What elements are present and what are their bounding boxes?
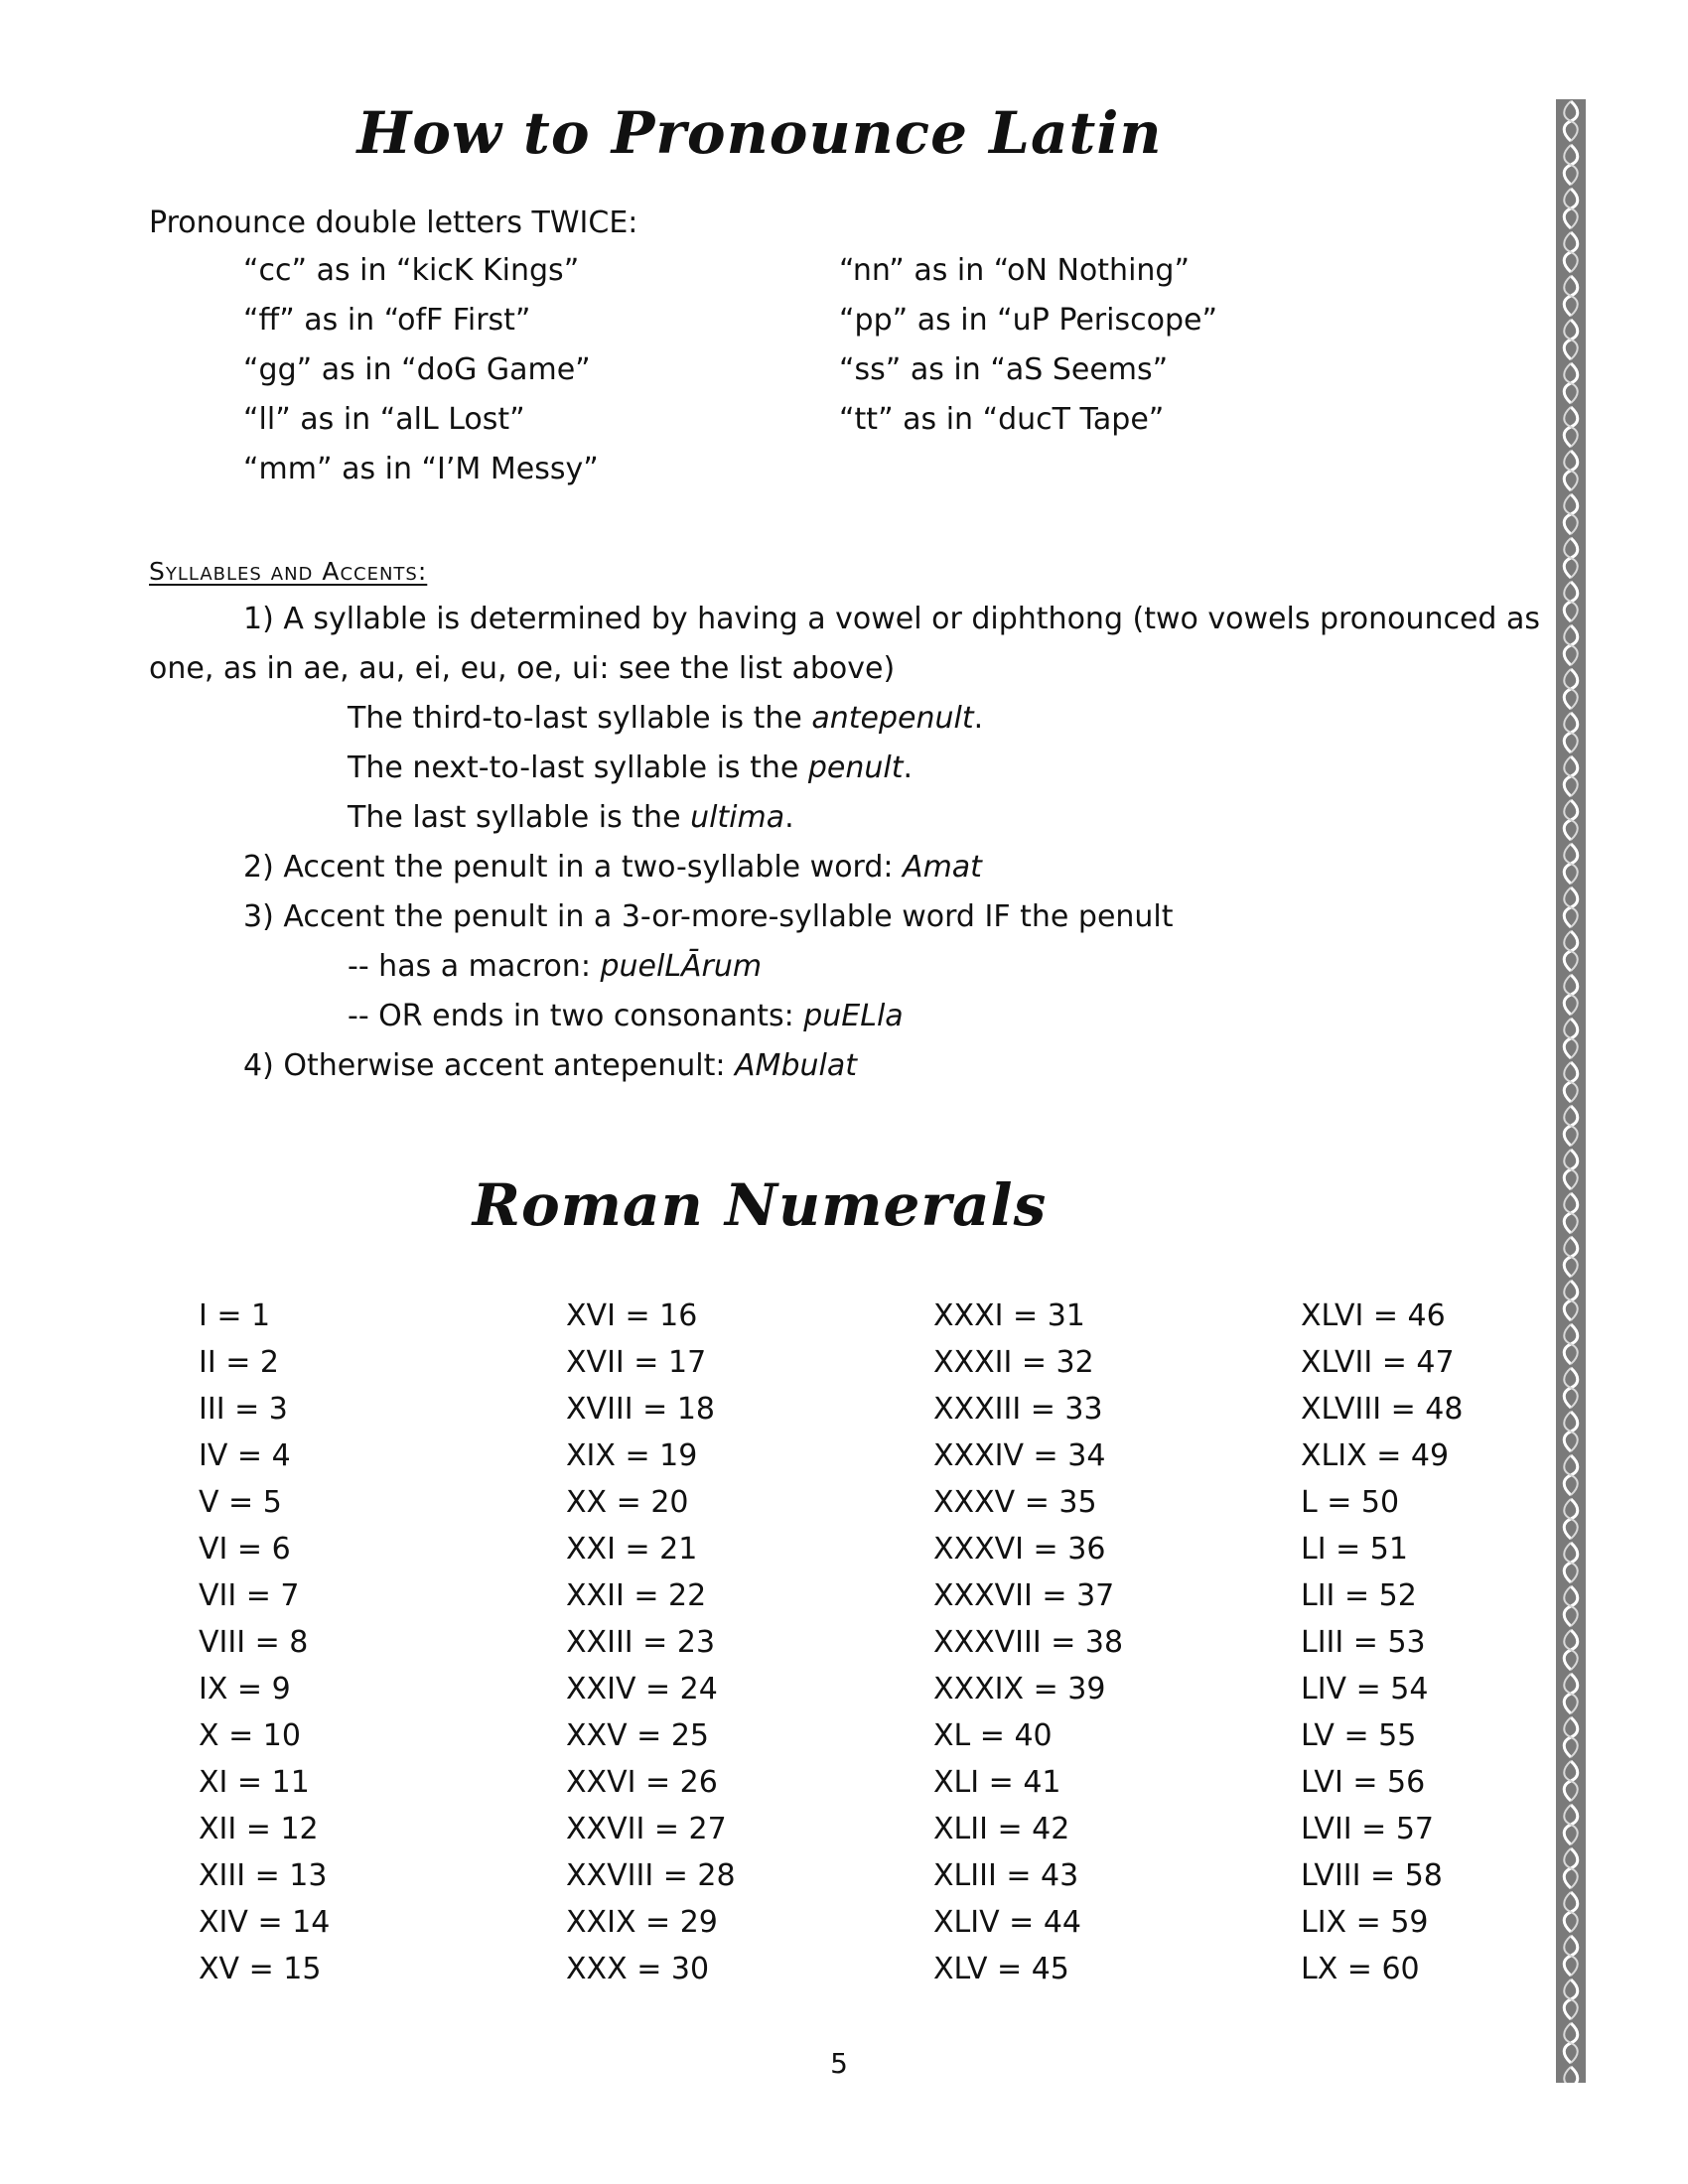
double-letter-example: “gg” as in “doG Game” [243,352,591,387]
numeral-entry: II = 2 [199,1345,279,1380]
numeral-entry: LIV = 54 [1301,1672,1429,1706]
rule-text: -- has a macron: [348,949,601,984]
term-antepenult: antepenult [811,701,974,736]
double-letter-example: “pp” as in “uP Periscope” [839,303,1217,338]
double-letter-example: “ll” as in “alL Lost” [243,402,525,437]
numeral-column-4 [1301,1297,1463,1996]
numeral-entry: XLV = 45 [933,1952,1069,1986]
page-number: 5 [830,2047,848,2080]
double-letters-left-column [243,251,599,499]
numeral-entry: LX = 60 [1301,1952,1420,1986]
decorative-border [1556,99,1586,2083]
rule-3b [348,997,904,1036]
numeral-entry: LVIII = 58 [1301,1858,1443,1893]
numeral-entry: XXII = 22 [566,1578,707,1613]
numeral-entry: LVII = 57 [1301,1812,1435,1846]
numeral-entry: IV = 4 [199,1438,291,1473]
rule-3a [348,947,762,987]
numeral-column-1 [199,1297,330,1996]
numeral-entry: LIII = 53 [1301,1625,1426,1660]
numeral-entry: XXIV = 24 [566,1672,718,1706]
numeral-entry: XXXVIII = 38 [933,1625,1124,1660]
roman-numerals-title: Roman Numerals [472,1171,1048,1239]
numeral-entry: XX = 20 [566,1485,689,1520]
numeral-entry: XXVII = 27 [566,1812,727,1846]
example-word: puelLĀrum [600,949,763,984]
numeral-entry: XXX = 30 [566,1952,710,1986]
numeral-entry: XLVIII = 48 [1301,1392,1464,1427]
numeral-entry: I = 1 [199,1298,271,1333]
numeral-entry: XXIX = 29 [566,1905,718,1940]
numeral-entry: XXXI = 31 [933,1298,1085,1333]
numeral-entry: XLII = 42 [933,1812,1070,1846]
rule-text: 2) Accent the penult in a two-syllable word: [243,850,904,885]
rule-text: -- OR ends in two consonants: [348,999,804,1033]
numeral-entry: V = 5 [199,1485,282,1520]
definition-text: The next-to-last syllable is the [348,751,808,785]
numeral-column-2 [566,1297,736,1996]
numeral-entry: XXXIV = 34 [933,1438,1106,1473]
term-penult: penult [807,751,904,785]
rule-4 [243,1046,857,1086]
numeral-entry: XXXII = 32 [933,1345,1094,1380]
pronounce-title: How to Pronounce Latin [356,99,1163,167]
numeral-entry: VII = 7 [199,1578,300,1613]
double-letter-example: “mm” as in “I’M Messy” [243,452,599,486]
numeral-entry: XXXVII = 37 [933,1578,1115,1613]
numeral-entry: XXXV = 35 [933,1485,1097,1520]
double-letter-example: “tt” as in “ducT Tape” [839,402,1165,437]
definition-text: The third-to-last syllable is the [348,701,812,736]
numeral-entry: XXI = 21 [566,1532,698,1567]
numeral-entry: XVI = 16 [566,1298,698,1333]
numeral-entry: XLI = 41 [933,1765,1061,1800]
numeral-entry: XVII = 17 [566,1345,707,1380]
numeral-entry: VI = 6 [199,1532,291,1567]
numeral-entry: XLIV = 44 [933,1905,1082,1940]
numeral-entry: XLIX = 49 [1301,1438,1450,1473]
numeral-entry: XLVI = 46 [1301,1298,1446,1333]
numeral-entry: XIII = 13 [199,1858,328,1893]
numeral-entry: III = 3 [199,1392,288,1427]
definition-text: The last syllable is the [348,800,691,835]
double-letter-example: “ss” as in “aS Seems” [839,352,1169,387]
example-word: puELla [803,999,904,1033]
ultima-definition: The last syllable is the ultima. [348,800,794,835]
numeral-entry: XLVII = 47 [1301,1345,1455,1380]
numeral-entry: XXVI = 26 [566,1765,718,1800]
numeral-column-3 [933,1297,1123,1996]
numeral-entry: L = 50 [1301,1485,1400,1520]
antepenult-definition: The third-to-last syllable is the antepenult. [348,701,984,736]
numeral-entry: XXXIII = 33 [933,1392,1103,1427]
numeral-entry: XVIII = 18 [566,1392,715,1427]
numeral-entry: XI = 11 [199,1765,310,1800]
example-word: Amat [903,850,982,885]
numeral-entry: XLIII = 43 [933,1858,1079,1893]
numeral-entry: IX = 9 [199,1672,291,1706]
numeral-entry: XXIII = 23 [566,1625,716,1660]
numeral-entry: XXVIII = 28 [566,1858,736,1893]
numeral-entry: LII = 52 [1301,1578,1417,1613]
numeral-entry: XII = 12 [199,1812,319,1846]
numeral-entry: LV = 55 [1301,1718,1417,1753]
rule-1-line-2: one, as in ae, au, ei, eu, oe, ui: see the list above) [149,651,896,686]
double-letter-example: “ff” as in “ofF First” [243,303,531,338]
numeral-entry: XIV = 14 [199,1905,331,1940]
example-word: AMbulat [735,1048,857,1083]
numeral-entry: XXV = 25 [566,1718,710,1753]
double-letter-example: “nn” as in “oN Nothing” [839,253,1190,288]
numeral-entry: XXXVI = 36 [933,1532,1106,1567]
numeral-entry: LIX = 59 [1301,1905,1429,1940]
rule-2 [243,848,982,887]
double-letters-intro: Pronounce double letters TWICE: [149,205,638,240]
numeral-entry: XIX = 19 [566,1438,698,1473]
rule-text: 4) Otherwise accent antepenult: [243,1048,736,1083]
syllables-heading: Syllables and Accents: [149,557,428,586]
rule-3: 3) Accent the penult in a 3-or-more-syllable word IF the penult [243,899,1174,934]
numeral-entry: LVI = 56 [1301,1765,1426,1800]
numeral-entry: XL = 40 [933,1718,1053,1753]
numeral-entry: XV = 15 [199,1952,322,1986]
term-ultima: ultima [690,800,785,835]
numeral-entry: VIII = 8 [199,1625,309,1660]
penult-definition: The next-to-last syllable is the penult. [348,751,914,785]
double-letters-right-column [839,251,1217,450]
double-letter-example: “cc” as in “kicK Kings” [243,253,580,288]
rule-1-line-1: 1) A syllable is determined by having a vowel or diphthong (two vowels pronounced as [243,602,1541,636]
numeral-entry: XXXIX = 39 [933,1672,1106,1706]
numeral-entry: X = 10 [199,1718,301,1753]
numeral-entry: LI = 51 [1301,1532,1408,1567]
